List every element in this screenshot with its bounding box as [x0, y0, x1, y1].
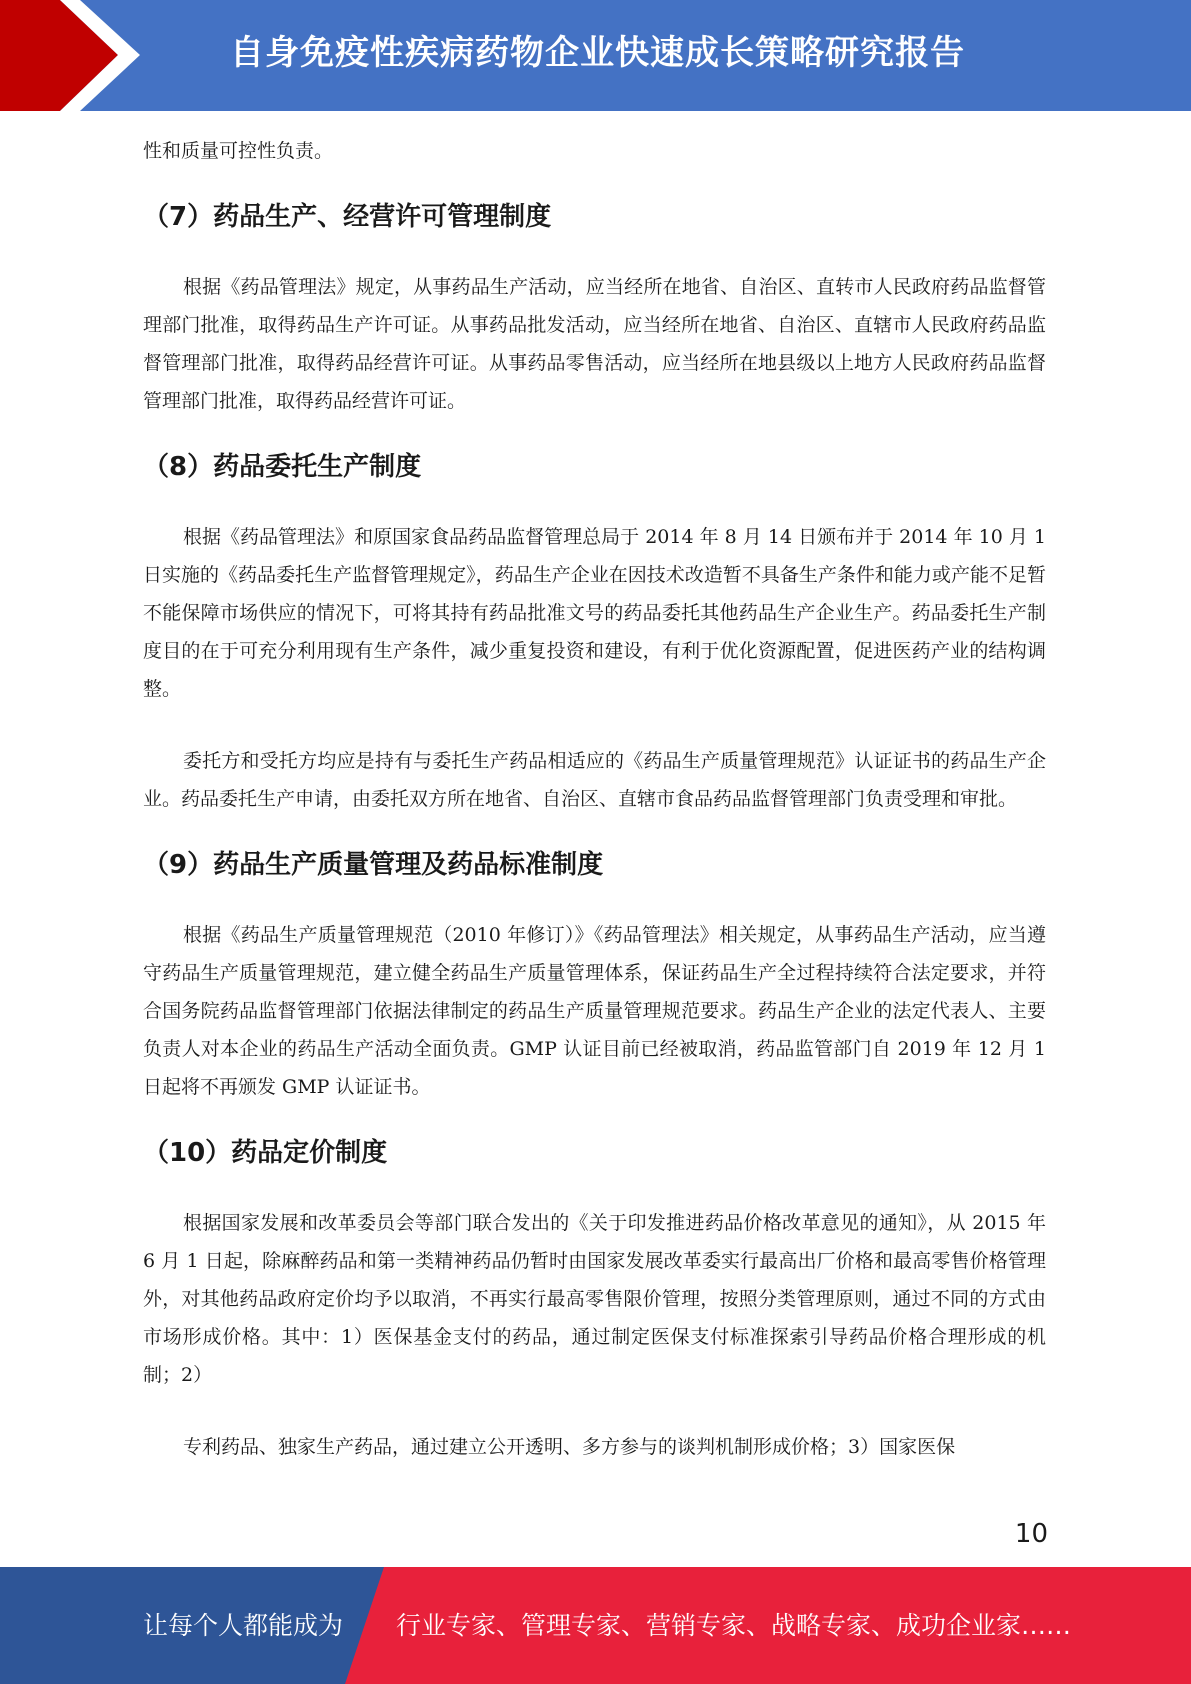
section-heading-7: （7）药品生产、经营许可管理制度: [143, 202, 552, 232]
page-number: 10: [1014, 1519, 1048, 1549]
footer-slogan-right: 行业专家、管理专家、营销专家、战略专家、成功企业家……: [396, 1611, 1072, 1640]
footer-banner: [0, 1567, 1191, 1684]
page-body: [143, 132, 1046, 1466]
section-heading-10: （10）药品定价制度: [143, 1138, 388, 1168]
section-8-paragraph-1: 根据《药品管理法》和原国家食品药品监督管理总局于 2014 年 8 月 14 日颁布并于 2014 年 10 月 1 日实施的《药品委托生产监督管理规定》，药品生产企业在因技术改造暂不具备生产条件和能力或产能不足暂不能保障市场供应的情况下，可将其持有药品批准文号的药品委托其他药品生产企业生产。药品委托生产制度目的在于可充分利用现有生产条件，减少重复投资和建设，有利于优化资源配置，促进医药产业的结构调整。: [143, 526, 1046, 700]
section-10-paragraph-1: 根据国家发展和改革委员会等部门联合发出的《关于印发推进药品价格改革意见的通知》，从 2015 年 6 月 1 日起，除麻醉药品和第一类精神药品仍暂时由国家发展改革委实行最高出厂价格和最高零售价格管理外，对其他药品政府定价均予以取消，不再实行最高零售限价管理，按照分类管理原则，通过不同的方式由市场形成价格。其中：1）医保基金支付的药品，通过制定医保支付标准探索引导药品价格合理形成的机制；2）: [143, 1212, 1046, 1386]
section-7-paragraph-1: 根据《药品管理法》规定，从事药品生产活动，应当经所在地省、自治区、直转市人民政府药品监督管理部门批准，取得药品生产许可证。从事药品批发活动，应当经所在地省、自治区、直辖市人民政府药品监督管理部门批准，取得药品经营许可证。从事药品零售活动，应当经所在地县级以上地方人民政府药品监督管理部门批准，取得药品经营许可证。: [143, 276, 1046, 412]
section-heading-8: （8）药品委托生产制度: [143, 452, 422, 482]
footer-slogan-left: 让每个人都能成为: [143, 1611, 344, 1640]
header-banner: [0, 0, 1191, 111]
section-8-paragraph-2: 委托方和受托方均应是持有与委托生产药品相适应的《药品生产质量管理规范》认证证书的药品生产企业。药品委托生产申请，由委托双方所在地省、自治区、直辖市食品药品监督管理部门负责受理和审批。: [143, 750, 1046, 810]
section-10-paragraph-2: 专利药品、独家生产药品，通过建立公开透明、多方参与的谈判机制形成价格；3）国家医保: [183, 1436, 956, 1458]
continued-text: 性和质量可控性负责。: [143, 140, 334, 162]
section-heading-9: （9）药品生产质量管理及药品标准制度: [143, 850, 604, 880]
section-9-paragraph-1: 根据《药品生产质量管理规范（2010 年修订）》《药品管理法》相关规定，从事药品生产活动，应当遵守药品生产质量管理规范，建立健全药品生产质量管理体系，保证药品生产全过程持续符合法定要求，并符合国务院药品监督管理部门依据法律制定的药品生产质量管理规范要求。药品生产企业的法定代表人、主要负责人对本企业的药品生产活动全面负责。GMP 认证目前已经被取消，药品监管部门自 2019 年 12 月 1 日起将不再颁发 GMP 认证证书。: [143, 924, 1046, 1098]
report-title: 自身免疫性疾病药物企业快速成长策略研究报告: [230, 33, 965, 73]
